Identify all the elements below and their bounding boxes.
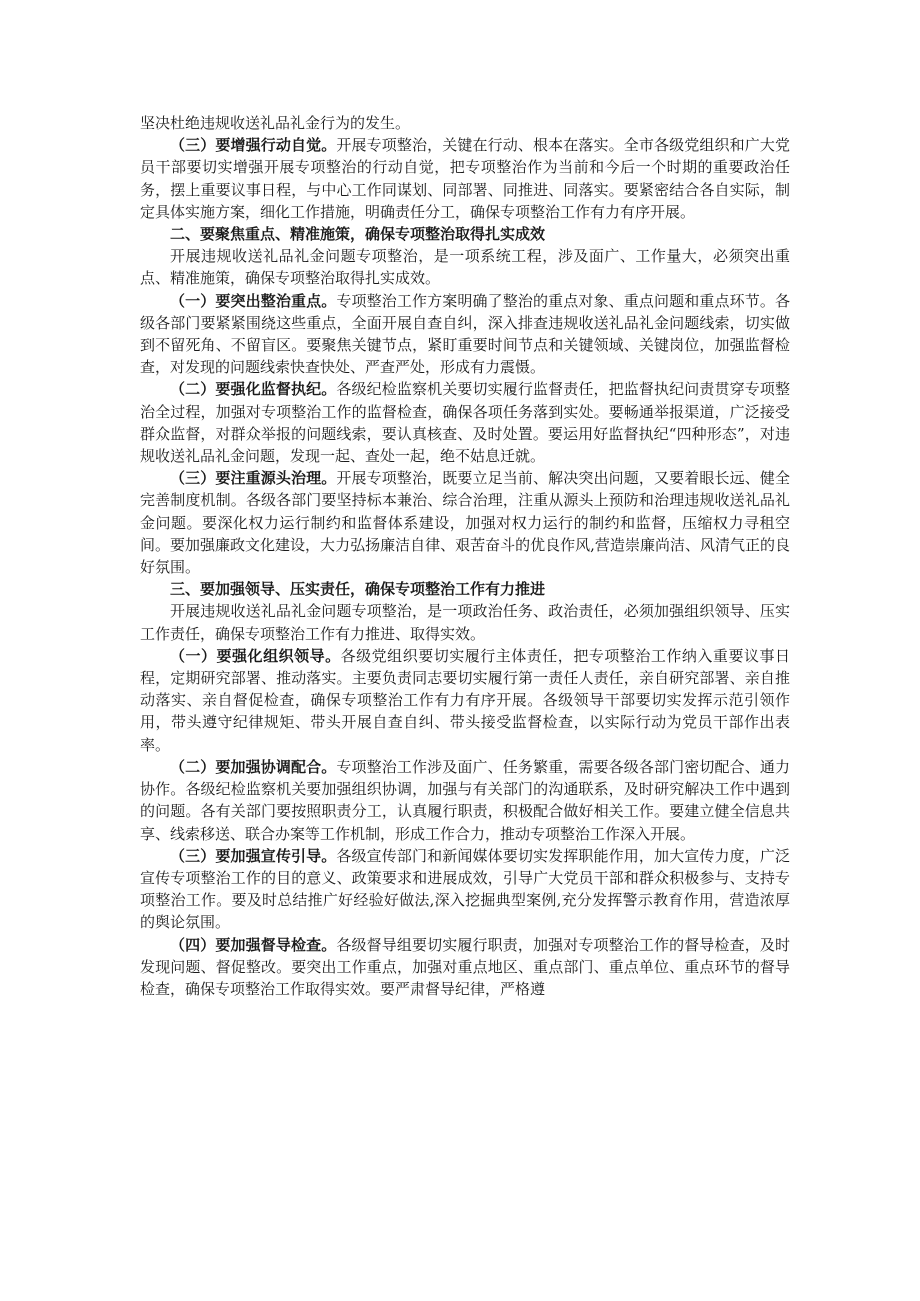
paragraph-1-body: 开展专项整治，关键在行动、根本在落实。全市各级党组织和广大党员干部要切实增强开展专项整治的行动自觉，把专项整治作为当前和今后一个时期的重要政治任务，摆上重要议事日程，与中心工作同谋划、同部署、同推进、同落实。要紧密结合各自实际，制定具体实施方案，细化工作措施，明确责任分工，确保专项整治工作有力有序开展。: [140, 136, 790, 221]
paragraph-9-lead: （一）要强化组织领导。: [170, 646, 341, 665]
paragraph-5-lead: （二）要强化监督执纪。: [170, 380, 337, 399]
section-heading-7-text: 三、要加强领导、压实责任，确保专项整治工作有力推进: [170, 580, 546, 599]
paragraph-12: [140, 934, 790, 1001]
paragraph-3: [140, 245, 790, 289]
paragraph-8: [140, 600, 790, 644]
paragraph-6-lead: （三）要注重源头治理。: [170, 469, 337, 488]
paragraph-10-body: 专项整治工作涉及面广、任务繁重，需要各级各部门密切配合、通力协作。各级纪检监察机关要加强组织协调，加强与有关部门的沟通联系，及时研究解决工作中遇到的问题。各有关部门要按照职责分工，认真履行职责，积极配合做好相关工作。要建立健全信息共享、线索移送、联合办案等工作机制，形成工作合力，推动专项整治工作深入开展。: [140, 757, 790, 843]
paragraph-4-lead: （一）要突出整治重点。: [170, 291, 337, 310]
paragraph-4: [140, 290, 790, 379]
paragraph-11-lead: （三）要加强宣传引导。: [170, 846, 337, 865]
section-heading-2-text: 二、要聚焦重点、精准施策，确保专项整治取得扎实成效: [170, 225, 546, 244]
paragraph-8-body: 开展违规收送礼品礼金问题专项整治，是一项政治任务、政治责任，必须加强组织领导、压实工作责任，确保专项整治工作有力推进、取得实效。: [140, 602, 790, 643]
section-heading-2: [140, 223, 790, 245]
paragraph-6-body: 开展专项整治，既要立足当前、解决突出问题，又要着眼长远、健全完善制度机制。各级各部门要坚持标本兼治、综合治理，注重从源头上预防和治理违规收送礼品礼金问题。要深化权力运行制约和监督体系建设，加强对权力运行的制约和监督，压缩权力寻租空间。要加强廉政文化建设，大力弘扬廉洁自律、艰苦奋斗的优良作风,营造崇廉尚洁、风清气正的良好氛围。: [140, 469, 790, 577]
paragraph-9: [140, 645, 790, 756]
paragraph-10-lead: （二）要加强协调配合。: [170, 757, 337, 776]
paragraph-9-body: 各级党组织要切实履行主体责任，把专项整治工作纳入重要议事日程，定期研究部署、推动落实。主要负责同志要切实履行第一责任人责任，亲自研究部署、亲自推动落实、亲自督促检查，确保专项整治工作有力有序开展。各级领导干部要切实发挥示范引领作用，带头遵守纪律规矩、带头开展自查自纠、带头接受监督检查，以实际行动为党员干部作出表率。: [140, 646, 790, 754]
paragraph-4-body: 专项整治工作方案明确了整治的重点对象、重点问题和重点环节。各级各部门要紧紧围绕这些重点，全面开展自查自纠，深入排查违规收送礼品礼金问题线索，切实做到不留死角、不留盲区。要聚焦关键节点，紧盯重要时间节点和关键领域、关键岗位，加强监督检查，对发现的问题线索快查快处、严查严处，形成有力震慑。: [140, 291, 790, 377]
paragraph-6: [140, 467, 790, 578]
paragraph-5: [140, 378, 790, 467]
paragraph-12-lead: （四）要加强督导检查。: [170, 935, 337, 954]
section-heading-7: [140, 578, 790, 600]
paragraph-0-body: 坚决杜绝违规收送礼品礼金行为的发生。: [140, 114, 411, 132]
paragraph-11-body: 各级宣传部门和新闻媒体要切实发挥职能作用，加大宣传力度，广泛宣传专项整治工作的目的意义、政策要求和进展成效，引导广大党员干部和群众积极参与、支持专项整治工作。要及时总结推广好经验好做法,深入挖掘典型案例,充分发挥警示教育作用，营造浓厚的舆论氛围。: [140, 846, 790, 932]
paragraph-0: [140, 112, 790, 134]
paragraph-1-lead: （三）要增强行动自觉。: [170, 136, 337, 155]
paragraph-5-body: 各级纪检监察机关要切实履行监督责任，把监督执纪问责贯穿专项整治全过程，加强对专项整治工作的监督检查，确保各项任务落到实处。要畅通举报渠道，广泛接受群众监督，对群众举报的问题线索，要认真核查、及时处置。要运用好监督执纪“四种形态”，对违规收送礼品礼金问题，发现一起、查处一起，绝不姑息迁就。: [140, 380, 790, 466]
paragraph-3-body: 开展违规收送礼品礼金问题专项整治，是一项系统工程，涉及面广、工作量大，必须突出重点、精准施策，确保专项整治取得扎实成效。: [140, 247, 790, 288]
paragraph-12-body: 各级督导组要切实履行职责，加强对专项整治工作的督导检查，及时发现问题、督促整改。要突出工作重点，加强对重点地区、重点部门、重点单位、重点环节的督导检查，确保专项整治工作取得实效。要严肃督导纪律，严格遵: [140, 935, 790, 998]
paragraph-1: [140, 134, 790, 223]
paragraph-11: [140, 845, 790, 934]
paragraph-10: [140, 756, 790, 845]
